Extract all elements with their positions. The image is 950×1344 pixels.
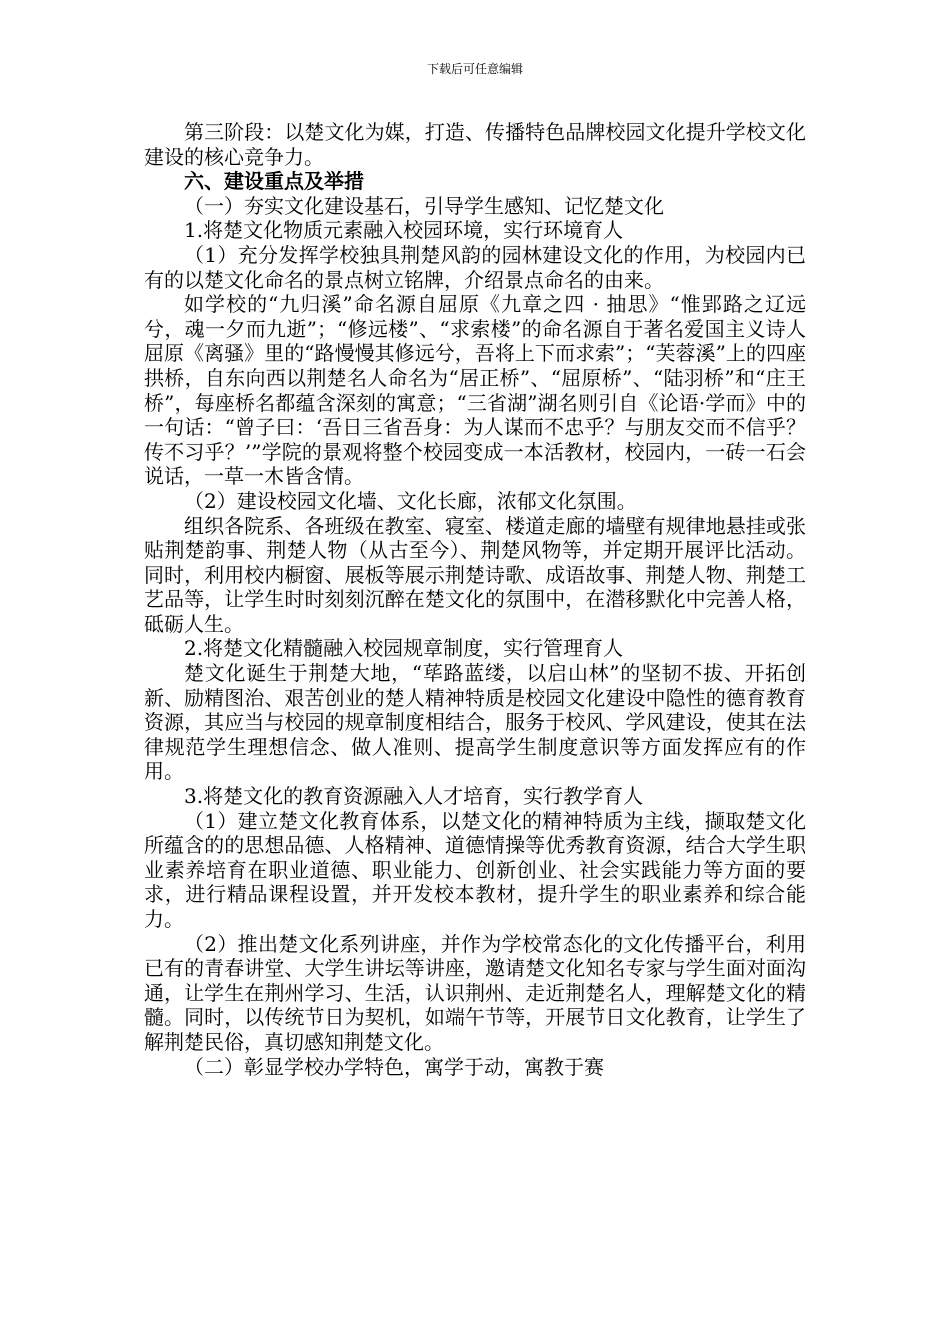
paragraph-organize-display: 组织各院系、各班级在教室、寝室、楼道走廊的墙壁有规律地悬挂或张贴荆楚韵事、荆楚人物（从古至今）、荆楚风物等，并定期开展评比活动。同时，利用校内橱窗、展板等展示荆楚诗歌、成语故事、荆楚人物、荆楚工艺品等，让学生时时刻刻沉醉在楚文化的氛围中，在潜移默化中完善人格，砥砺人生。 xyxy=(144,513,806,636)
item-heading-3: 3.将楚文化的教育资源融入人才培育，实行教学育人 xyxy=(184,784,644,809)
item-heading-1: 1.将楚文化物质元素融入校园环境，实行环境育人 xyxy=(184,218,624,243)
section-heading-six: 六、建设重点及举措 xyxy=(184,169,364,194)
paragraph-garden-culture: （1）充分发挥学校独具荆楚风韵的园林建设文化的作用，为校园内已有的以楚文化命名的景点树立铭牌，介绍景点命名的由来。 xyxy=(144,242,806,292)
paragraph-culture-wall: （2）建设校园文化墙、文化长廊，浓郁文化氛围。 xyxy=(184,488,637,513)
item-heading-2: 2.将楚文化精髓融入校园规章制度，实行管理育人 xyxy=(184,636,624,661)
subsection-heading-2: （二）彰显学校办学特色，寓学于动，寓教于赛 xyxy=(184,1054,604,1079)
paragraph-chu-spirit: 楚文化诞生于荆楚大地，“荜路蓝缕，以启山林”的坚韧不拔、开拓创新、励精图治、艰苦创业的楚人精神特质是校园文化建设中隐性的德育教育资源，其应当与校园的规章制度相结合，服务于校风、学风建设，使其在法律规范学生理想信念、做人准则、提高学生制度意识等方面发挥应有的作用。 xyxy=(144,661,806,784)
paragraph-scenic-names: 如学校的“九归溪”命名源自屈原《九章之四 · 抽思》“惟郢路之辽远兮，魂一夕而九逝”；“修远楼”、“求索楼”的命名源自于著名爱国主义诗人屈原《离骚》里的“路慢慢其修远兮，吾将上下而求索”；“芙蓉溪”上的四座拱桥，自东向西以荆楚名人命名为“居正桥”、“屈原桥”、“陆羽桥”和“庄王桥”，每座桥名都蕴含深刻的寓意；“三省湖”湖名则引自《论语·学而》中的一句话：“曾子曰：‘吾日三省吾身：为人谋而不忠乎？与朋友交而不信乎？传不习乎？’”学院的景观将整个校园变成一本活教材，校园内，一砖一石会说话，一草一木皆含情。 xyxy=(144,292,806,489)
paragraph-education-system: （1）建立楚文化教育体系，以楚文化的精神特质为主线，撷取楚文化所蕴含的的思想品德、人格精神、道德情操等优秀教育资源，结合大学生职业素养培育在职业道德、职业能力、创新创业、社会实践能力等方面的要求，进行精品课程设置，并开发校本教材，提升学生的职业素养和综合能力。 xyxy=(144,808,806,931)
paragraph-stage-three: 第三阶段：以楚文化为媒，打造、传播特色品牌校园文化提升学校文化建设的核心竞争力。 xyxy=(144,120,806,169)
paragraph-lecture-series: （2）推出楚文化系列讲座，并作为学校常态化的文化传播平台，利用已有的青春讲堂、大学生讲坛等讲座，邀请楚文化知名专家与学生面对面沟通，让学生在荆州学习、生活，认识荆州、走近荆楚名人，理解楚文化的精髓。同时，以传统节日为契机，如端午节等，开展节日文化教育，让学生了解荆楚民俗，真切感知荆楚文化。 xyxy=(144,931,806,1054)
document-body xyxy=(144,120,806,1079)
subsection-heading-1: （一）夯实文化建设基石，引导学生感知、记忆楚文化 xyxy=(184,193,664,218)
page-header-note: 下载后可任意编辑 xyxy=(426,62,523,76)
